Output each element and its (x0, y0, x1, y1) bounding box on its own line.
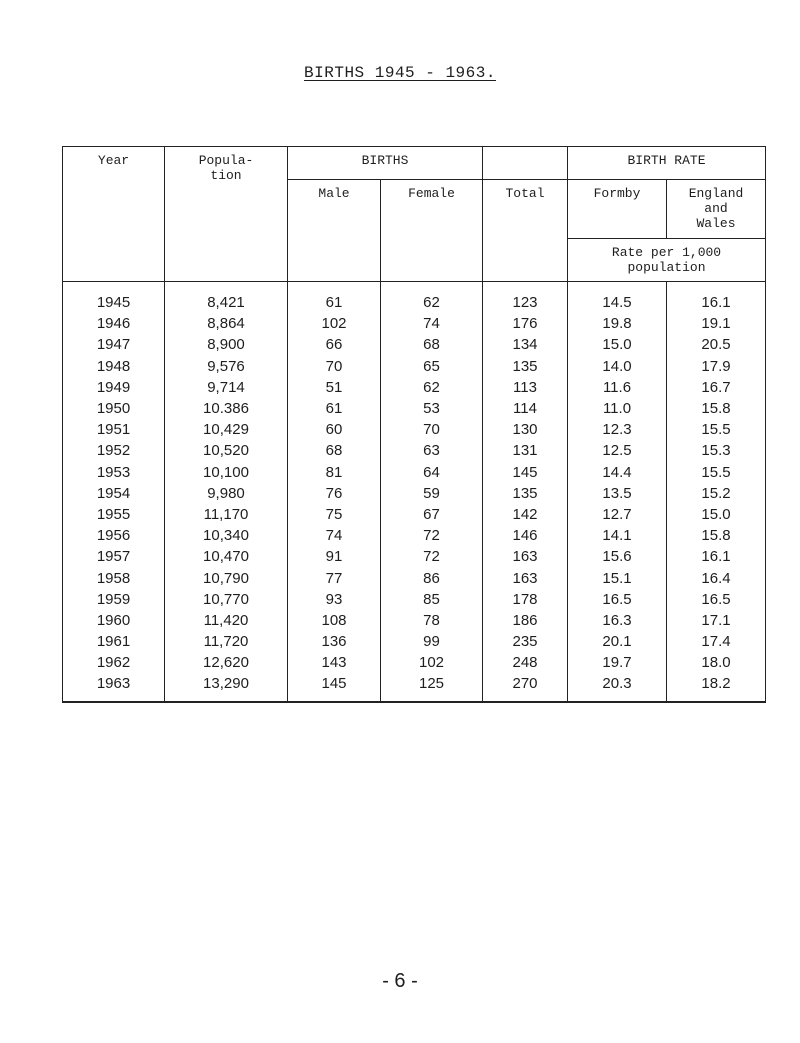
cell-male: 51 (288, 377, 381, 398)
cell-england-wales: 18.0 (667, 652, 766, 673)
header-male: Male (288, 180, 381, 282)
cell-year: 1949 (63, 377, 165, 398)
cell-total: 145 (483, 462, 568, 483)
cell-year: 1963 (63, 673, 165, 701)
table-row (63, 525, 766, 546)
cell-male: 76 (288, 483, 381, 504)
cell-formby: 11.0 (568, 398, 667, 419)
cell-formby: 16.5 (568, 589, 667, 610)
cell-population: 10,790 (165, 567, 288, 588)
table-row (63, 282, 766, 314)
cell-total: 114 (483, 398, 568, 419)
table-row (63, 546, 766, 567)
cell-female: 70 (381, 419, 483, 440)
cell-total: 270 (483, 673, 568, 701)
cell-england-wales: 15.3 (667, 440, 766, 461)
cell-total: 146 (483, 525, 568, 546)
cell-formby: 19.7 (568, 652, 667, 673)
cell-year: 1950 (63, 398, 165, 419)
table-row (63, 377, 766, 398)
cell-england-wales: 17.4 (667, 631, 766, 652)
cell-population: 8,864 (165, 313, 288, 334)
cell-year: 1961 (63, 631, 165, 652)
cell-england-wales: 18.2 (667, 673, 766, 701)
cell-male: 108 (288, 610, 381, 631)
header-england-wales: England and Wales (667, 180, 766, 239)
cell-female: 85 (381, 589, 483, 610)
cell-male: 145 (288, 673, 381, 701)
cell-england-wales: 17.1 (667, 610, 766, 631)
cell-male: 81 (288, 462, 381, 483)
cell-year: 1956 (63, 525, 165, 546)
cell-female: 99 (381, 631, 483, 652)
cell-total: 134 (483, 334, 568, 355)
cell-male: 102 (288, 313, 381, 334)
cell-population: 11,170 (165, 504, 288, 525)
cell-male: 74 (288, 525, 381, 546)
cell-female: 53 (381, 398, 483, 419)
cell-male: 70 (288, 356, 381, 377)
cell-england-wales: 15.8 (667, 398, 766, 419)
cell-total: 135 (483, 356, 568, 377)
cell-male: 136 (288, 631, 381, 652)
cell-total: 178 (483, 589, 568, 610)
header-formby: Formby (568, 180, 667, 239)
cell-formby: 15.6 (568, 546, 667, 567)
cell-total: 235 (483, 631, 568, 652)
cell-formby: 12.3 (568, 419, 667, 440)
cell-year: 1957 (63, 546, 165, 567)
cell-female: 68 (381, 334, 483, 355)
cell-total: 142 (483, 504, 568, 525)
cell-formby: 16.3 (568, 610, 667, 631)
page-title-text: BIRTHS 1945 - 1963. (304, 64, 496, 82)
cell-population: 10,340 (165, 525, 288, 546)
cell-england-wales: 15.5 (667, 419, 766, 440)
cell-total: 113 (483, 377, 568, 398)
cell-male: 91 (288, 546, 381, 567)
cell-formby: 13.5 (568, 483, 667, 504)
header-births-spacer (483, 147, 568, 180)
cell-formby: 14.1 (568, 525, 667, 546)
table-row (63, 673, 766, 701)
cell-female: 62 (381, 282, 483, 314)
cell-formby: 14.5 (568, 282, 667, 314)
cell-year: 1962 (63, 652, 165, 673)
cell-year: 1948 (63, 356, 165, 377)
cell-female: 72 (381, 525, 483, 546)
cell-year: 1959 (63, 589, 165, 610)
table-row (63, 313, 766, 334)
cell-male: 60 (288, 419, 381, 440)
cell-england-wales: 17.9 (667, 356, 766, 377)
table-row (63, 334, 766, 355)
cell-female: 63 (381, 440, 483, 461)
cell-total: 123 (483, 282, 568, 314)
cell-female: 78 (381, 610, 483, 631)
cell-formby: 15.0 (568, 334, 667, 355)
cell-formby: 12.5 (568, 440, 667, 461)
table-row (63, 483, 766, 504)
page-number: - 6 - (382, 970, 418, 992)
header-rate-note: Rate per 1,000 population (568, 239, 766, 282)
cell-england-wales: 15.5 (667, 462, 766, 483)
cell-population: 12,620 (165, 652, 288, 673)
cell-female: 64 (381, 462, 483, 483)
cell-male: 61 (288, 398, 381, 419)
cell-year: 1947 (63, 334, 165, 355)
cell-female: 102 (381, 652, 483, 673)
cell-england-wales: 16.1 (667, 546, 766, 567)
cell-population: 13,290 (165, 673, 288, 701)
cell-total: 186 (483, 610, 568, 631)
cell-population: 11,420 (165, 610, 288, 631)
cell-year: 1953 (63, 462, 165, 483)
table-row (63, 462, 766, 483)
cell-total: 130 (483, 419, 568, 440)
table-row (63, 652, 766, 673)
header-population: Popula- tion (165, 147, 288, 282)
cell-year: 1952 (63, 440, 165, 461)
births-table-header (63, 147, 766, 282)
cell-formby: 14.0 (568, 356, 667, 377)
cell-female: 67 (381, 504, 483, 525)
cell-male: 93 (288, 589, 381, 610)
table-row (63, 610, 766, 631)
cell-population: 10,100 (165, 462, 288, 483)
cell-formby: 20.3 (568, 673, 667, 701)
cell-year: 1945 (63, 282, 165, 314)
cell-population: 10.386 (165, 398, 288, 419)
header-birth-rate: BIRTH RATE (568, 147, 766, 180)
cell-formby: 19.8 (568, 313, 667, 334)
cell-total: 163 (483, 546, 568, 567)
cell-england-wales: 16.1 (667, 282, 766, 314)
births-table (62, 146, 766, 703)
cell-male: 143 (288, 652, 381, 673)
cell-england-wales: 20.5 (667, 334, 766, 355)
cell-england-wales: 15.8 (667, 525, 766, 546)
cell-total: 248 (483, 652, 568, 673)
header-female: Female (381, 180, 483, 282)
header-births: BIRTHS (288, 147, 483, 180)
cell-england-wales: 15.2 (667, 483, 766, 504)
cell-year: 1954 (63, 483, 165, 504)
cell-england-wales: 16.4 (667, 567, 766, 588)
cell-total: 163 (483, 567, 568, 588)
cell-formby: 15.1 (568, 567, 667, 588)
cell-formby: 14.4 (568, 462, 667, 483)
table-row (63, 419, 766, 440)
cell-formby: 20.1 (568, 631, 667, 652)
cell-population: 9,714 (165, 377, 288, 398)
cell-female: 72 (381, 546, 483, 567)
table-row (63, 504, 766, 525)
cell-male: 75 (288, 504, 381, 525)
cell-year: 1951 (63, 419, 165, 440)
cell-female: 65 (381, 356, 483, 377)
cell-total: 135 (483, 483, 568, 504)
cell-england-wales: 16.5 (667, 589, 766, 610)
cell-population: 8,900 (165, 334, 288, 355)
table-row (63, 589, 766, 610)
cell-female: 125 (381, 673, 483, 701)
cell-england-wales: 16.7 (667, 377, 766, 398)
cell-population: 9,576 (165, 356, 288, 377)
table-row (63, 440, 766, 461)
cell-population: 11,720 (165, 631, 288, 652)
cell-total: 176 (483, 313, 568, 334)
cell-year: 1958 (63, 567, 165, 588)
cell-population: 10,770 (165, 589, 288, 610)
cell-male: 77 (288, 567, 381, 588)
cell-population: 10,520 (165, 440, 288, 461)
cell-formby: 12.7 (568, 504, 667, 525)
page-title (0, 64, 800, 82)
cell-male: 68 (288, 440, 381, 461)
cell-female: 59 (381, 483, 483, 504)
table-row (63, 631, 766, 652)
cell-year: 1960 (63, 610, 165, 631)
cell-population: 10,429 (165, 419, 288, 440)
cell-population: 8,421 (165, 282, 288, 314)
cell-england-wales: 15.0 (667, 504, 766, 525)
cell-year: 1955 (63, 504, 165, 525)
cell-female: 74 (381, 313, 483, 334)
cell-female: 86 (381, 567, 483, 588)
births-table-body (63, 282, 766, 702)
table-row (63, 567, 766, 588)
cell-population: 10,470 (165, 546, 288, 567)
cell-female: 62 (381, 377, 483, 398)
cell-england-wales: 19.1 (667, 313, 766, 334)
cell-formby: 11.6 (568, 377, 667, 398)
cell-male: 66 (288, 334, 381, 355)
cell-year: 1946 (63, 313, 165, 334)
cell-population: 9,980 (165, 483, 288, 504)
header-total: Total (483, 180, 568, 282)
cell-total: 131 (483, 440, 568, 461)
header-year: Year (63, 147, 165, 282)
cell-male: 61 (288, 282, 381, 314)
table-row (63, 356, 766, 377)
table-row (63, 398, 766, 419)
